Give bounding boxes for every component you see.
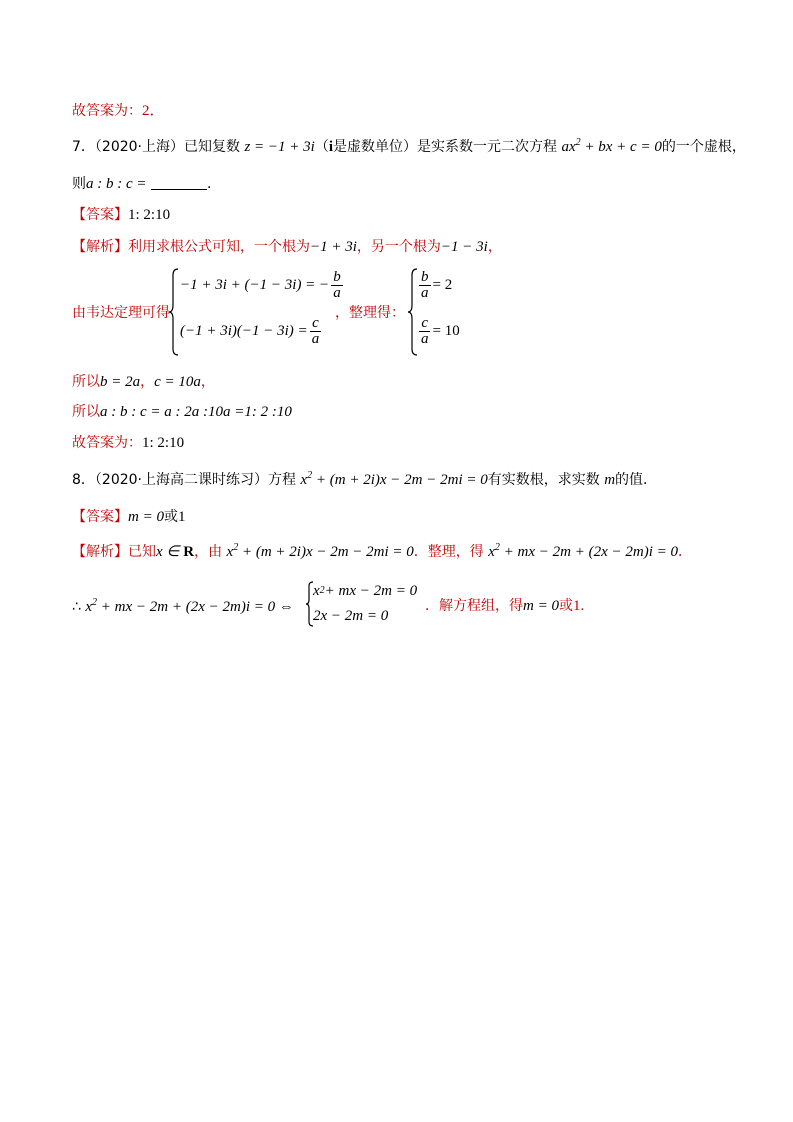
vieta-row1-lhs: −1 + 3i + (−1 − 3i) = − [180,277,330,293]
answer-blank [151,175,207,190]
q8-answer-or: 或 [163,509,178,525]
prev-answer-line [72,101,165,121]
q7-analysis-text3: ， [487,239,502,255]
q8-solve-one: 1. [572,598,585,614]
q7-text1: 已知复数 [184,139,241,155]
q8-equation: $x^2 + (m + 2i)x - 2m - 2mi = 0$ [300,470,488,488]
q8-solve-text: ．解方程组，得 [425,598,523,614]
q7-ratio-expr: a : b : c = [86,176,147,192]
tidy-row2-rhs: = 10 [432,323,460,339]
q8-analysis-end: ． [678,544,693,560]
q7-root1: −1 + 3i [310,239,357,255]
q7-answer-value: 1: 2:10 [128,207,171,223]
q8-eq3: $x^2$ + mx − 2m + (2x − 2m)i = 0 [488,542,679,560]
vieta-row1-fraction: $\frac{b}{a}$ [333,269,341,301]
prev-answer-value: 2． [142,103,165,119]
q7-i-bold: i [328,139,334,155]
q8-bold-R: R [183,544,195,560]
q8-source: （2020·上海高二课时练习） [94,472,269,488]
q8-stem-line [72,470,657,490]
q7-paren-open: （ [314,139,329,155]
vieta-row2-lhs: (−1 + 3i)(−1 − 3i) = [180,323,308,339]
q7-answer-tag: 【答案】 [72,207,128,223]
vieta-row2-fraction: $\frac{c}{a}$ [311,315,320,347]
q7-vieta-label: 由韦达定理可得 [72,305,170,321]
q8-therefore: ∴ [72,599,81,615]
tidy-row2-fraction: $\frac{c}{a}$ [421,315,429,347]
q7-analysis-text2: ，另一个根为 [356,239,441,255]
q7-analysis-text1: 利用求根公式可知，一个根为 [128,239,310,255]
q7-final-label: 故答案为： [72,435,142,451]
q7-stem-line1 [72,137,746,157]
prev-answer-label: 故答案为： [72,103,142,119]
q7-so1-end: ， [200,374,215,390]
q8-var-m: m [604,472,616,488]
q8-analysis-tag: 【解析】 [72,544,128,560]
vieta-brace [168,267,180,357]
tidy-row1-fraction: $\frac{b}{a}$ [421,269,429,301]
vieta-row-1 [180,270,345,301]
q8-eq4: $x^2$ + mx − 2m + (2x − 2m)i = 0 ⇔ [85,597,294,615]
q7-final-line [72,433,184,453]
q8-sys-row-2: 2x − 2m = 0 [313,608,389,624]
q8-text3: 的值． [615,472,658,488]
q7-line2-end: . [206,176,212,192]
q7-so1-prefix: 所以 [72,374,100,390]
q8-answer-line [72,507,185,527]
q7-text2: 是实系数一元二次方程 [417,139,558,155]
q8-answer-one: 1 [177,509,186,525]
q7-tidy-label: ，整理得： [335,305,405,321]
q7-so2-prefix: 所以 [72,404,100,420]
q7-line2-prefix: 则 [72,176,86,192]
q8-text2: 有实数根，求实数 [487,472,600,488]
q7-root2: −1 − 3i [440,239,488,255]
q8-answer-expr: m = 0 [128,509,164,525]
q7-so-line1 [72,372,215,392]
q8-text1: 方程 [268,472,297,488]
q7-analysis-line [72,237,502,257]
q8-solve-or: 或 [558,598,573,614]
q7-analysis-tag: 【解析】 [72,239,128,255]
q8-analysis-by: ，由 [194,544,223,560]
q8-analysis-known: 已知 [128,544,156,560]
q7-so-line2 [72,402,292,422]
q7-answer-line [72,205,170,225]
q7-source: （2020·上海） [94,139,185,155]
q8-therefore-line [72,597,294,617]
vieta-row-2 [180,316,323,347]
q8-answer-tag: 【答案】 [72,509,128,525]
q7-so2-expr: a : b : c = a : 2a :10a =1: 2 :10 [100,404,292,420]
q7-number: 7． [72,139,95,155]
q8-analysis-line [72,542,692,562]
q7-z-expr: z = −1 + 3i [244,139,315,155]
q8-eq2: $x^2 + (m + 2i)x - 2m - 2mi = 0$ [226,542,414,560]
q8-x-in: x ∈ [156,544,184,560]
q7-so1-c: c = 10a [154,374,201,390]
q8-solve-expr: m = 0 [523,598,559,614]
q7-so1-b: b = 2a [100,374,141,390]
q7-equation: $ax^2$ + bx + c = 0 [561,137,662,155]
tidy-row1-rhs: = 2 [432,277,453,293]
q8-analysis-tidy: ．整理，得 [413,544,484,560]
tidy-row-1 [417,270,452,301]
q8-sys-row-1: x 2 + mx − 2m = 0 [313,583,418,599]
q7-stem-line2 [72,174,211,194]
q8-number: 8． [72,472,95,488]
q7-so1-sep: ， [140,374,155,390]
q7-text3: 的一个虚根， [661,139,746,155]
q7-paren-text: 是虚数单位） [333,139,418,155]
q7-final-value: 1: 2:10 [142,435,185,451]
tidy-row-2 [417,316,460,347]
q8-solve-line [425,596,584,616]
